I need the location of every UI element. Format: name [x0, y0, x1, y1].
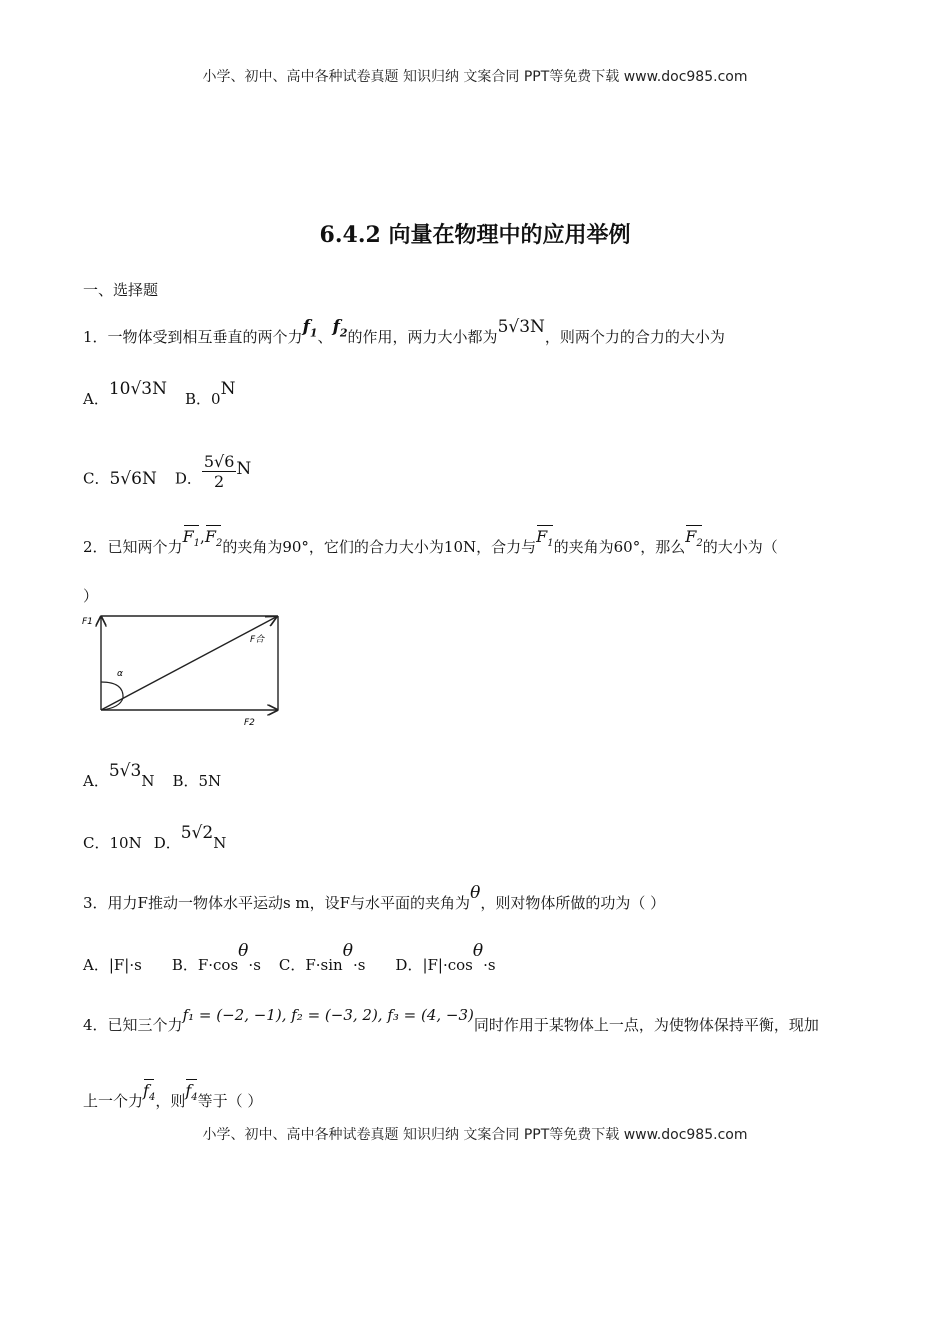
q3-option-c: C．F·sin	[278, 956, 343, 974]
force-equations: f₁ = (−2, −1), f₂ = (−3, 2), f₃ = (4, −3)	[182, 1006, 474, 1024]
force-diagram	[80, 610, 290, 730]
q1-options-ab	[83, 379, 236, 409]
vector-F1: $F_1$	[182, 527, 201, 550]
vector-f4: $f_4$	[143, 1081, 156, 1104]
question-2: 2．已知两个力$F_1,F_2$的夹角为90°，它们的合力大小为10N，合力与$F_1$的夹角为60°，那么$F_2$的大小为（	[83, 527, 778, 556]
section-heading: 一、选择题	[83, 281, 159, 299]
question-4: 4．已知三个力f₁ = (−2, −1), f₂ = (−3, 2), f₃ = (4, −3)同时作用于某物体上一点，为使物体保持平衡，现加	[83, 1006, 819, 1034]
label-F1: F1	[82, 617, 93, 627]
question-2-close: ）	[83, 587, 99, 605]
q1-option-c-label: C．	[83, 469, 110, 488]
q2-option-b: B．5N	[172, 772, 222, 790]
label-F2: F2	[244, 718, 255, 728]
vector-F2: $F_2$	[204, 527, 223, 550]
vector-F1: $F_1$	[536, 527, 554, 550]
page-title: 6.4.2 向量在物理中的应用举例	[319, 222, 631, 248]
f2-symbol: $f_2$	[332, 317, 348, 340]
q1-option-b-label: B．0	[185, 390, 221, 408]
label-resultant: F合	[250, 635, 265, 645]
f1-symbol: $f_1$	[302, 317, 318, 340]
question-4-cont: 上一个力$f_4$，则$f_4$等于（ ）	[83, 1081, 263, 1110]
question-3: 3．用力F推动一物体水平运动s m，设F与水平面的夹角为θ，则对物体所做的功为（ ）	[83, 883, 666, 912]
q2-option-a: 5√3	[108, 761, 142, 781]
theta-symbol: θ	[470, 883, 481, 903]
page-footer: 小学、初中、高中各种试卷真题 知识归纳 文案合同 PPT等免费下载 www.doc985.com	[202, 1127, 748, 1143]
q3-option-b: B．F·cos	[171, 956, 239, 974]
q3-option-d: D．|F|·cos	[395, 956, 473, 974]
vector-f4: $f_4$	[185, 1081, 198, 1104]
q3-options: A．|F|·s B．F·cosθ·s C．F·sinθ·s D．|F|·cosθ·s	[83, 941, 496, 974]
q2-option-a-label: A．	[83, 772, 109, 790]
q1-option-c: 5√6N	[109, 468, 157, 489]
angle-arc	[101, 682, 123, 710]
q2-option-c: C．10N	[83, 834, 142, 852]
magnitude-formula: 5√3N	[497, 317, 545, 337]
q1-option-a: 10√3N	[108, 379, 167, 399]
arrow-resultant	[101, 617, 276, 710]
q1-option-d-fraction: $\frac{5√6}{2}$	[203, 452, 235, 491]
q2-options-cd: C．10N D．5√2N	[83, 823, 227, 852]
q1-options-cd: C．5√6N D． $\frac{5√6}{2}$ N	[83, 452, 252, 491]
q1-option-b: N	[220, 379, 236, 399]
label-alpha: α	[117, 669, 123, 679]
q2-option-d-label: D．	[153, 834, 181, 852]
q3-option-a: A．|F|·s	[83, 956, 142, 974]
q1-option-d-label: D．	[174, 469, 202, 488]
q2-options-ab: A．5√3N B．5N	[83, 761, 222, 790]
question-1: 1．一物体受到相互垂直的两个力$f_1$、$f_2$的作用，两力大小都为5√3N，则两个力的合力的大小为	[83, 317, 725, 346]
q2-option-d: 5√2	[180, 823, 214, 843]
page-header: 小学、初中、高中各种试卷真题 知识归纳 文案合同 PPT等免费下载 www.doc985.com	[202, 69, 748, 85]
q1-option-a-label: A．	[83, 390, 109, 408]
vector-F2: $F_2$	[685, 527, 703, 550]
